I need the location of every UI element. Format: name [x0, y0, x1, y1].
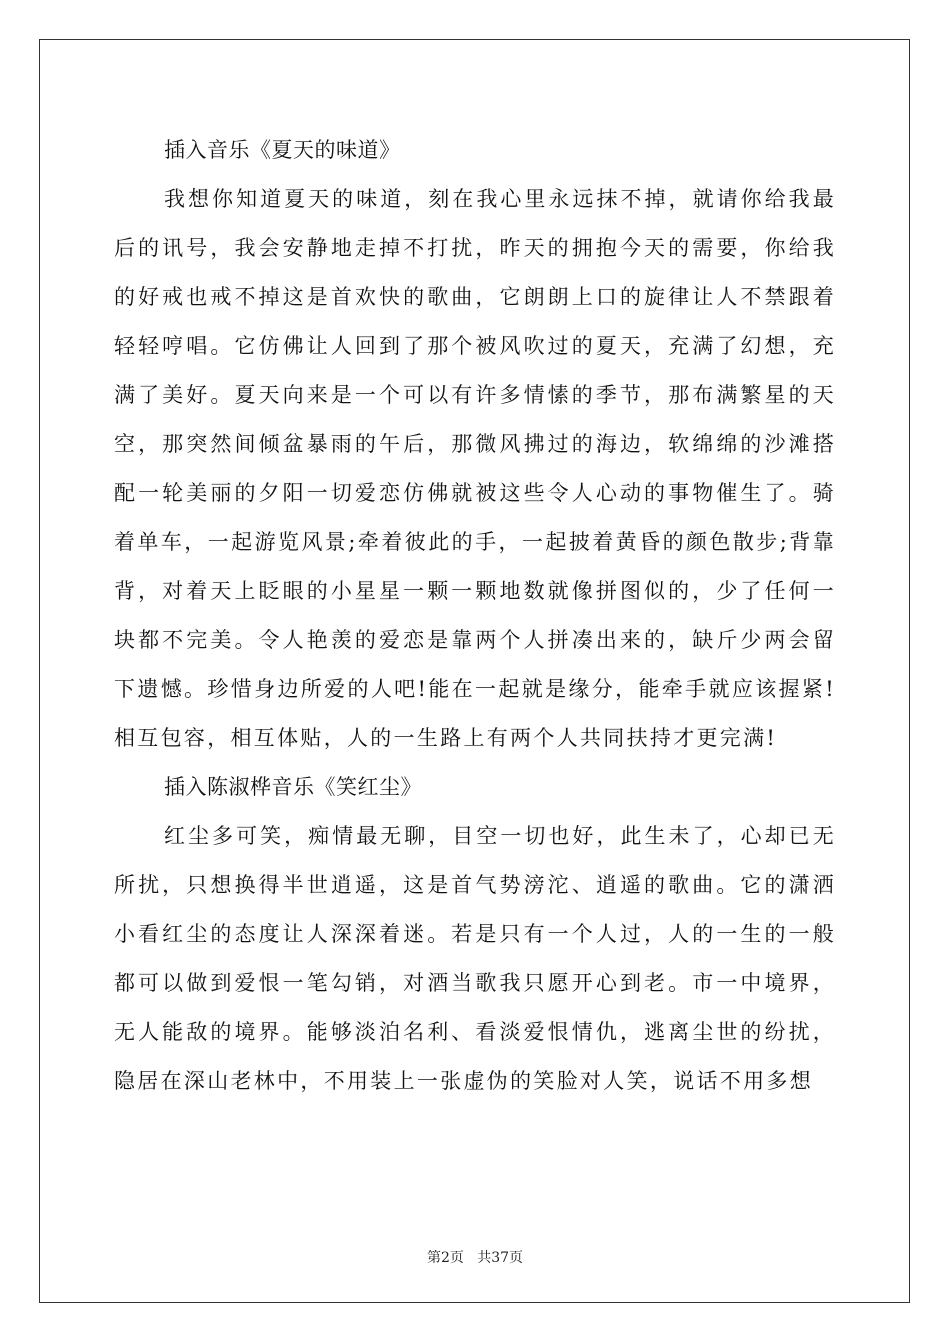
page-number-footer: 第2页 共37页: [426, 1250, 524, 1266]
paragraph-summer-taste: 我想你知道夏天的味道，刻在我心里永远抹不掉，就请你给我最后的讯号，我会安静地走掉不打扰，昨天的拥抱今天的需要，你给我的好戒也戒不掉这是首欢快的歌曲，它朗朗上口的旋律让人不禁跟着轻轻哼唱。它仿佛让人回到了那个被风吹过的夏天，充满了幻想，充满了美好。夏天向来是一个可以有许多情愫的季节，那布满繁星的天空，那突然间倾盆暴雨的午后，那微风拂过的海边，软绵绵的沙滩搭配一轮美丽的夕阳一切爱恋仿佛就被这些令人心动的事物催生了。骑着单车，一起游览风景;牵着彼此的手，一起披着黄昏的颜色散步;背靠背，对着天上眨眼的小星星一颗一颗地数就像拼图似的，少了任何一块都不完美。令人艳羡的爱恋是靠两个人拼凑出来的，缺斤少两会留下遗憾。珍惜身边所爱的人吧!能在一起就是缘分，能牵手就应该握紧!相互包容，相互体贴，人的一生路上有两个人共同扶持才更完满!: [114, 187, 836, 750]
document-body: [114, 126, 836, 1106]
section-heading-summer-taste: 插入音乐《夏天的味道》: [164, 138, 401, 162]
paragraph-xiao-hong-chen: 红尘多可笑，痴情最无聊，目空一切也好，此生未了，心却已无所扰，只想换得半世逍遥，这是首气势滂沱、逍遥的歌曲。它的潇洒小看红尘的态度让人深深着迷。若是只有一个人过，人的一生的一般都可以做到爱恨一笔勾销，对酒当歌我只愿开心到老。市一中境界，无人能敌的境界。能够淡泊名利、看淡爱恨情仇，逃离尘世的纷扰，隐居在深山老林中，不用装上一张虚伪的笑脸对人笑，说话不用多想: [114, 824, 836, 1093]
section-heading-xiao-hong-chen: 插入陈淑桦音乐《笑红尘》: [164, 775, 422, 799]
